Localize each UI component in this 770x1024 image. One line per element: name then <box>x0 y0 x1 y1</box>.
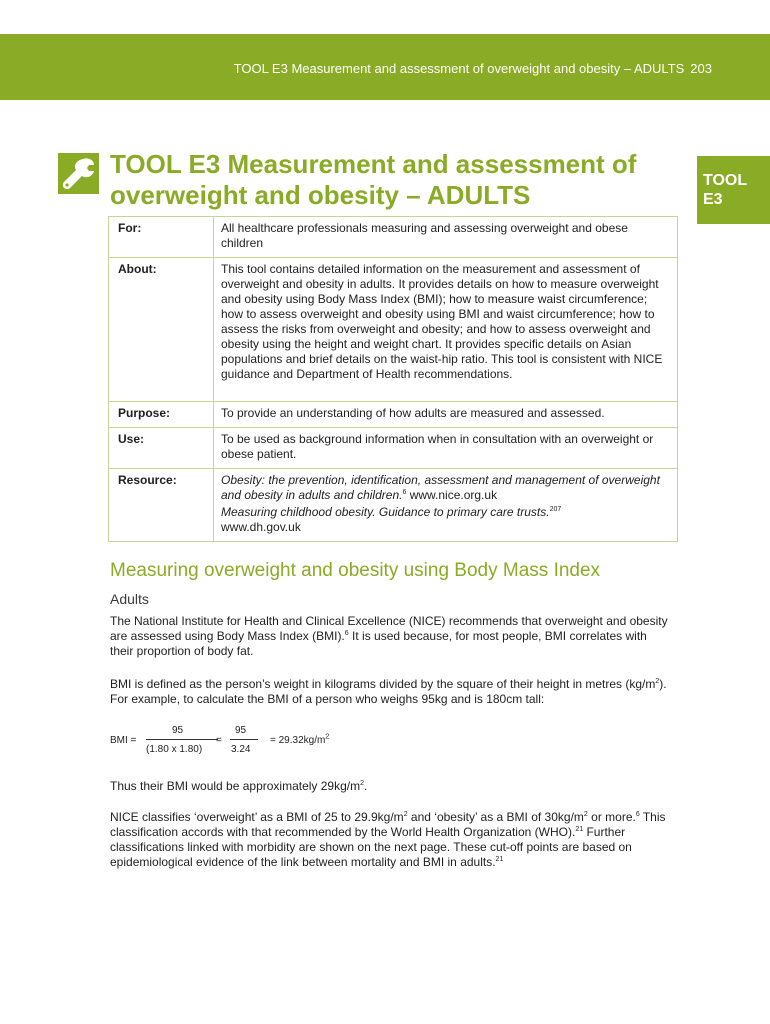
p3-text-a: Thus their BMI would be approximately 29kg/m <box>110 779 361 793</box>
table-row <box>109 258 678 402</box>
running-header <box>234 61 712 76</box>
p4-sup-2: 2 <box>583 811 588 818</box>
p4-text-b: and ‘obesity’ as a BMI of 30kg/m <box>407 810 584 824</box>
about-value: This tool contains detailed information on the measurement and assessment of overweight and obesity in adults. It provides details on how to measure overweight and obesity using Body Mass Index (BMI); how to measure waist circumference; how to assess overweight and obesity using BMI and waist circumference; how to assess the risks from overweight and obesity; and how to assess overweight and obesity using the height and weight chart. It provides specific details on Asian populations and brief details on the waist-hip ratio. This tool is consistent with NICE guidance and Department of Health recommendations. <box>214 258 678 402</box>
tool-tab-line1: TOOL <box>703 172 748 189</box>
for-value: All healthcare professionals measuring and assessing overweight and obese children <box>214 217 678 258</box>
p2-sup: 2 <box>655 678 660 685</box>
resource-nice-title: Obesity: the prevention, identification, assessment and management of overweight and obesity in adults and children. <box>221 473 660 502</box>
bmi-formula <box>110 720 510 764</box>
p4-ref-1: 6 <box>635 811 640 818</box>
formula-denominator-2: 3.24 <box>231 744 251 755</box>
p3-sup: 2 <box>360 780 365 787</box>
use-value: To be used as background information when in consultation with an overweight or obese patient. <box>214 428 678 469</box>
wrench-icon <box>58 153 99 194</box>
running-title: TOOL E3 Measurement and assessment of overweight and obesity – ADULTS <box>233 61 685 76</box>
p1-text-b: It is used because, for most people, BMI correlates with their proportion of body fat. <box>110 629 647 658</box>
table-row <box>109 217 678 258</box>
title-line1: TOOL E3 Measurement and assessment of <box>110 149 637 179</box>
purpose-label: Purpose: <box>109 402 214 428</box>
p4-ref-3: 21 <box>495 856 504 863</box>
table-row <box>109 402 678 428</box>
p1-ref: 6 <box>344 630 349 637</box>
tool-info-table <box>108 216 678 542</box>
p4-text-d: This classification accords with that recommended by the World Health Organization (WHO). <box>110 810 666 839</box>
title-line2: overweight and obesity – ADULTS <box>110 180 531 210</box>
resource-dh-title: Measuring childhood obesity. Guidance to primary care trusts. <box>221 505 550 519</box>
resource-value <box>214 469 678 542</box>
sub-heading: Adults <box>110 591 149 607</box>
p3-text-b: . <box>364 779 368 793</box>
table-row <box>109 428 678 469</box>
table-row <box>109 469 678 542</box>
resource-label: Resource: <box>109 469 214 542</box>
use-label: Use: <box>109 428 214 469</box>
resource-dh <box>221 505 671 535</box>
paragraph-bmi-result <box>110 779 672 794</box>
formula-numerator-1: 95 <box>172 725 184 736</box>
formula-result <box>270 735 329 746</box>
page-number: 203 <box>690 61 712 76</box>
paragraph-bmi-definition <box>110 677 672 707</box>
resource-nice <box>221 473 671 503</box>
tool-tab-line2: E3 <box>703 191 723 208</box>
p4-ref-2: 21 <box>575 826 584 833</box>
page-title <box>110 149 670 211</box>
p2-text-a: BMI is defined as the person’s weight in kilograms divided by the square of their height in metres (kg/m <box>110 677 656 691</box>
resource-nice-link[interactable]: www.nice.org.uk <box>406 488 498 502</box>
formula-numerator-2: 95 <box>235 725 247 736</box>
formula-result-text: = 29.32kg/m <box>270 735 326 746</box>
about-label: About: <box>109 258 214 402</box>
tool-tab <box>697 156 770 224</box>
p4-text-a: NICE classifies ‘overweight’ as a BMI of 25 to 29.9kg/m <box>110 810 404 824</box>
formula-denominator-1: (1.80 x 1.80) <box>146 744 203 755</box>
formula-equals: = <box>216 735 222 746</box>
p4-sup-1: 2 <box>403 811 408 818</box>
header-bar <box>0 34 770 100</box>
section-heading: Measuring overweight and obesity using Body Mass Index <box>110 560 601 581</box>
p1-text-a: The National Institute for Health and Clinical Excellence (NICE) recommends that overweight and obesity are assessed using Body Mass Index (BMI). <box>110 614 668 643</box>
p4-text-e: Further classifications linked with morbidity are shown on the next page. These cut-off points are based on epidemiological evidence of the link between mortality and BMI in adults. <box>110 825 632 869</box>
formula-fraction-line-1 <box>146 739 218 740</box>
paragraph-nice-classification <box>110 810 672 870</box>
resource-nice-ref: 6 <box>402 489 407 496</box>
for-label: For: <box>109 217 214 258</box>
formula-lhs: BMI = <box>110 735 137 746</box>
p2-text-b: ). For example, to calculate the BMI of a person who weighs 95kg and is 180cm tall: <box>110 677 667 706</box>
resource-dh-ref: 207 <box>549 506 562 513</box>
purpose-value: To provide an understanding of how adults are measured and assessed. <box>214 402 678 428</box>
paragraph-nice-bmi <box>110 614 672 659</box>
resource-dh-link[interactable]: www.dh.gov.uk <box>221 520 301 534</box>
formula-fraction-line-2 <box>230 739 258 740</box>
p4-text-c: or more. <box>587 810 636 824</box>
formula-result-sup: 2 <box>325 733 330 741</box>
